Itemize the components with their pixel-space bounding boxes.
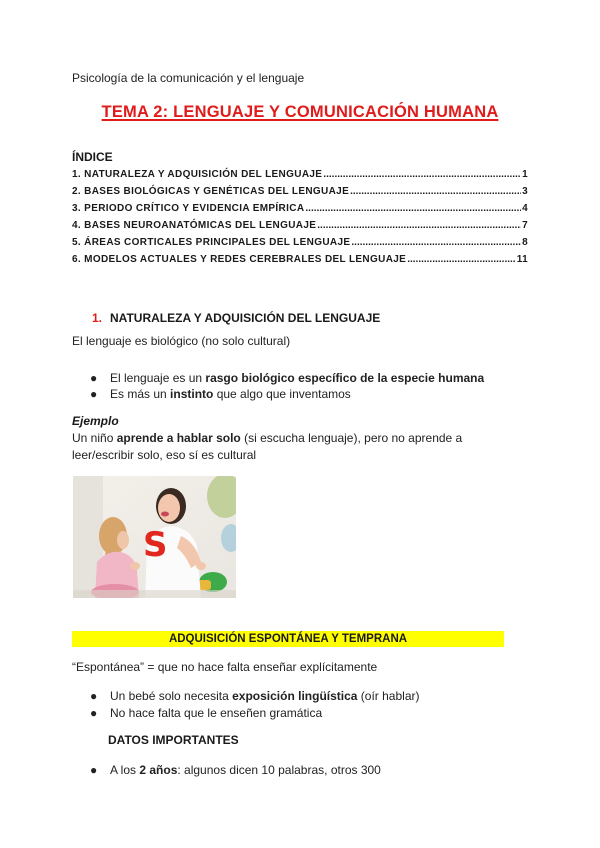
toc-leader	[351, 237, 521, 248]
text-run: : algunos dicen 10 palabras, otros 300	[177, 763, 381, 777]
section-number: 1.	[92, 311, 103, 325]
toc-entry-page: 4	[522, 203, 528, 214]
text-run: Un bebé solo necesita	[110, 689, 233, 703]
bullet-icon: ●	[90, 689, 98, 703]
text-run: Un niño	[72, 431, 117, 445]
bold-run: aprende a hablar solo	[116, 431, 241, 445]
example-line-2: leer/escribir solo, eso sí es cultural	[72, 448, 257, 462]
page-title	[0, 103, 600, 122]
toc-entry-2[interactable]	[72, 186, 528, 203]
example-line-1	[72, 431, 462, 445]
list-item-text	[110, 763, 381, 777]
example-label: Ejemplo	[72, 414, 119, 428]
datos-heading: DATOS IMPORTANTES	[108, 733, 239, 747]
text-run: El lenguaje es un	[110, 371, 206, 385]
page-title-text: TEMA 2: LENGUAJE Y COMUNICACIÓN HUMANA	[101, 103, 499, 121]
toc-entry-3[interactable]	[72, 203, 528, 220]
text-run: A los	[110, 763, 140, 777]
toc-entry-page: 11	[516, 254, 528, 265]
toc-entry-page: 3	[522, 186, 528, 197]
list-item-text	[110, 689, 420, 703]
toc-entry-label: 6. MODELOS ACTUALES Y REDES CEREBRALES DEL LENGUAJE	[72, 254, 407, 265]
toc-entry-label: 1. NATURALEZA Y ADQUISICIÓN DEL LENGUAJE	[72, 169, 323, 180]
toc-entry-label: 2. BASES BIOLÓGICAS Y GENÉTICAS DEL LENGUAJE	[72, 186, 350, 197]
bullet-icon: ●	[90, 763, 98, 777]
toc-entry-page: 1	[522, 169, 528, 180]
document-subject: Psicología de la comunicación y el lenguaje	[72, 71, 305, 85]
toc-leader	[317, 220, 521, 231]
toc-entry-label: 4. BASES NEUROANATÓMICAS DEL LENGUAJE	[72, 220, 317, 231]
toc-leader	[305, 203, 521, 214]
section-heading	[92, 311, 380, 325]
bullet-icon: ●	[90, 371, 98, 385]
bold-run: 2 años	[139, 763, 178, 777]
list-item	[90, 371, 484, 385]
toc-entry-page: 8	[522, 237, 528, 248]
text-run: que algo que inventamos	[213, 387, 351, 401]
toc-entry-6[interactable]	[72, 254, 528, 271]
toc-leader	[323, 169, 521, 180]
section-intro: El lenguaje es biológico (no solo cultural)	[72, 334, 291, 348]
list-item	[90, 763, 381, 777]
child-speech-therapy-photo	[73, 476, 236, 598]
svg-text:S: S	[143, 525, 168, 565]
section-heading-text: NATURALEZA Y ADQUISICIÓN DEL LENGUAJE	[110, 311, 381, 325]
toc-entry-5[interactable]	[72, 237, 528, 254]
text-run: Es más un	[110, 387, 171, 401]
table-of-contents	[72, 169, 528, 271]
list-item	[90, 706, 322, 720]
toc-entry-4[interactable]	[72, 220, 528, 237]
text-run: (oír hablar)	[357, 689, 420, 703]
toc-entry-1[interactable]	[72, 169, 528, 186]
toc-entry-label: 3. PERIODO CRÍTICO Y EVIDENCIA EMPÍRICA	[72, 203, 305, 214]
bold-run: instinto	[170, 387, 214, 401]
list-item-text	[110, 387, 351, 401]
text-run: (si escucha lenguaje), pero no aprende a	[240, 431, 463, 445]
list-item-text	[110, 706, 322, 720]
toc-entry-page: 7	[522, 220, 528, 231]
definition-text: “Espontánea” = que no hace falta enseñar explícitamente	[72, 660, 378, 674]
bullet-icon: ●	[90, 387, 98, 401]
list-item	[90, 689, 420, 703]
text-run: No hace falta que le enseñen gramática	[110, 706, 323, 720]
list-item	[90, 387, 351, 401]
bold-run: exposición lingüística	[232, 689, 358, 703]
toc-leader	[407, 254, 516, 265]
list-item-text	[110, 371, 484, 385]
bullet-icon: ●	[90, 706, 98, 720]
toc-entry-label: 5. ÁREAS CORTICALES PRINCIPALES DEL LENGUAJE	[72, 237, 351, 248]
subsection-heading: ADQUISICIÓN ESPONTÁNEA Y TEMPRANA	[168, 633, 408, 645]
bold-run: rasgo biológico específico de la especie humana	[205, 371, 485, 385]
toc-leader	[350, 186, 521, 197]
index-heading: ÍNDICE	[72, 150, 113, 164]
